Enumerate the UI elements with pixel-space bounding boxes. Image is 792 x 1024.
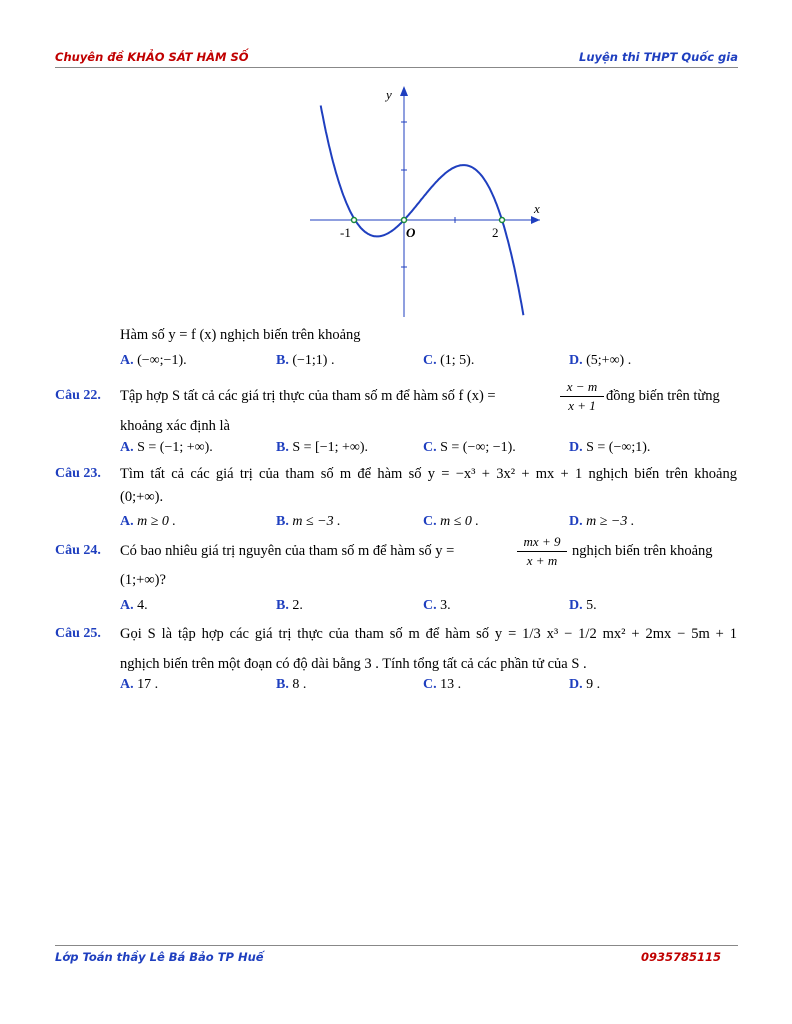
q22-frac-num: x − m <box>560 378 604 397</box>
q24-line2: (1;+∞)? <box>120 572 166 588</box>
axis-ticks <box>401 122 455 267</box>
q23-number: Câu 23. <box>55 466 101 481</box>
root-point-left <box>352 218 357 223</box>
q25-line2: nghịch biến trên một đoạn có độ dài bằng 3 . Tính tổng tất cả các phần tử của S . <box>120 656 587 672</box>
q21-stem: Hàm số y = f (x) nghịch biến trên khoảng <box>120 327 361 343</box>
q21-option-b[interactable]: B. (−1;1) . <box>276 353 335 368</box>
q23-option-b[interactable]: B. m ≤ −3 . <box>276 514 341 529</box>
q24-option-d[interactable]: D. 5. <box>569 598 597 613</box>
q22-option-c[interactable]: C. S = (−∞; −1). <box>423 440 516 455</box>
q23-line2: (0;+∞). <box>120 489 164 505</box>
q22-option-a[interactable]: A. S = (−1; +∞). <box>120 440 213 455</box>
q25-number: Câu 25. <box>55 626 101 641</box>
q24-option-a[interactable]: A. 4. <box>120 598 148 613</box>
header-course: Luyện thi THPT Quốc gia <box>579 50 738 64</box>
x-axis-label: x <box>534 201 540 216</box>
q23-line1: Tìm tất cả các giá trị của tham số m để hàm số y = −x³ + 3x² + mx + 1 nghịch biến trên khoảng <box>120 466 737 482</box>
q24-frac-den: x + m <box>526 553 558 568</box>
q24-number: Câu 24. <box>55 543 101 558</box>
q25-line1: Gọi S là tập hợp các giá trị thực của tham số m để hàm số y = 1/3 x³ − 1/2 mx² + 2mx − 5m + 1 <box>120 626 737 642</box>
q22-option-d[interactable]: D. S = (−∞;1). <box>569 440 651 455</box>
root-point-right <box>500 218 505 223</box>
y-axis-arrow <box>400 86 408 96</box>
q22-line1-end: đồng biến trên từng <box>606 388 720 404</box>
tick-label-minus-one: -1 <box>340 225 351 240</box>
origin-label: O <box>406 225 416 240</box>
q23-option-c[interactable]: C. m ≤ 0 . <box>423 514 479 529</box>
header-topic: Chuyên đề KHẢO SÁT HÀM SỐ <box>55 50 249 64</box>
q23-option-a[interactable]: A. m ≥ 0 . <box>120 514 176 529</box>
q22-line2: khoảng xác định là <box>120 418 230 434</box>
root-point-origin <box>402 218 407 223</box>
footer-phone: 0935785115 <box>640 950 721 964</box>
q25-option-c[interactable]: C. 13 . <box>423 677 462 692</box>
tick-label-two: 2 <box>492 225 499 240</box>
x-axis-arrow <box>531 216 540 224</box>
q25-option-a[interactable]: A. 17 . <box>120 677 159 692</box>
q21-option-d[interactable]: D. (5;+∞) . <box>569 353 632 368</box>
q21-option-c[interactable]: C. (1; 5). <box>423 353 475 368</box>
function-graph <box>300 82 550 322</box>
q24-option-b[interactable]: B. 2. <box>276 598 303 613</box>
q24-frac-num: mx + 9 <box>517 533 567 552</box>
footer-teacher: Lớp Toán thầy Lê Bá Bảo TP Huế <box>55 950 264 964</box>
q22-fraction <box>560 378 604 415</box>
q22-option-b[interactable]: B. S = [−1; +∞). <box>276 440 369 455</box>
footer-rule <box>55 945 738 946</box>
cubic-curve <box>321 106 524 316</box>
q25-option-d[interactable]: D. 9 . <box>569 677 601 692</box>
y-axis-label: y <box>386 87 392 102</box>
q22-number: Câu 22. <box>55 388 101 403</box>
q22-frac-den: x + 1 <box>568 398 596 413</box>
q21-option-a[interactable]: A. (−∞;−1). <box>120 353 187 368</box>
header-rule <box>55 67 738 68</box>
q23-option-d[interactable]: D. m ≥ −3 . <box>569 514 635 529</box>
q25-option-b[interactable]: B. 8 . <box>276 677 307 692</box>
q24-option-c[interactable]: C. 3. <box>423 598 451 613</box>
q24-line1-end: nghịch biến trên khoảng <box>572 543 713 559</box>
q24-line1: Có bao nhiêu giá trị nguyên của tham số m để hàm số y = <box>120 543 455 559</box>
q22-line1: Tập hợp S tất cả các giá trị thực của tham số m để hàm số f (x) = <box>120 388 496 404</box>
q24-fraction <box>517 533 567 570</box>
